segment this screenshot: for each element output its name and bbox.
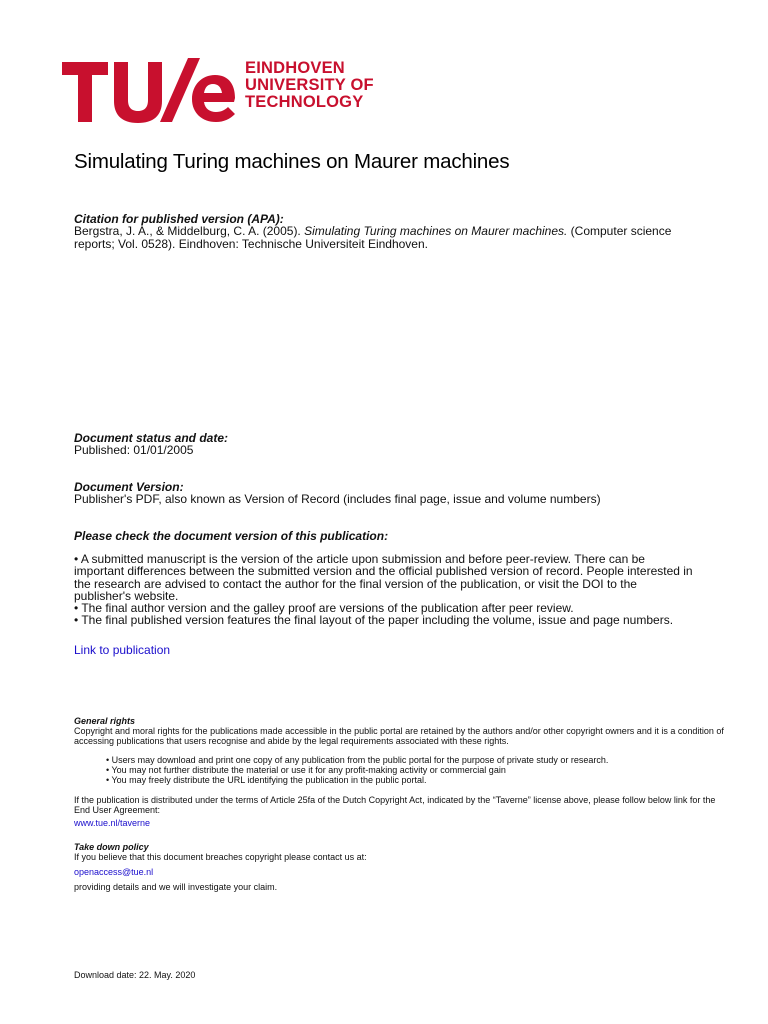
link-to-publication[interactable]: Link to publication bbox=[74, 643, 171, 657]
logo-line-1: EINDHOVEN bbox=[245, 59, 345, 77]
general-rights-text: Copyright and moral rights for the publications made accessible in the public portal are retained by the authors and/or other copyright owners and it is a condition of accessing publications that users recognise and abide by the legal requirements associated with these rights. bbox=[74, 726, 724, 746]
general-rights-section bbox=[74, 716, 724, 746]
taverne-link[interactable]: www.tue.nl/taverne bbox=[74, 818, 151, 828]
citation-authors: Bergstra, J. A., & Middelburg, C. A. (2005). bbox=[74, 224, 305, 239]
rights-item: • You may not further distribute the material or use it for any profit-making activity or commercial gain bbox=[106, 765, 506, 775]
tue-logo-wordmark bbox=[245, 60, 374, 111]
logo-line-3: TECHNOLOGY bbox=[245, 93, 364, 111]
check-label: Please check the document version of this publication: bbox=[74, 529, 389, 543]
status-label: Document status and date: bbox=[74, 431, 229, 445]
takedown-claim: providing details and we will investigate your claim. bbox=[74, 882, 278, 892]
rights-item: • Users may download and print one copy of any publication from the public portal for the purpose of private study or research. bbox=[106, 755, 609, 765]
rights-list bbox=[106, 755, 608, 785]
version-value: Publisher's PDF, also known as Version of Record (includes final page, issue and volume numbers) bbox=[74, 492, 601, 507]
download-date: Download date: 22. May. 2020 bbox=[74, 970, 196, 980]
check-version-bullets bbox=[74, 553, 694, 627]
bullet-submitted: • A submitted manuscript is the version of the article upon submission and before peer-review. There can be important differences between the submitted version and the official published version of record. People interested in the research are advised to contact the author for the final version of the publication, or visit the DOI to the publisher's website. bbox=[74, 552, 693, 603]
logo-line-2: UNIVERSITY OF bbox=[245, 76, 374, 94]
status-value: Published: 01/01/2005 bbox=[74, 443, 194, 458]
tue-logo-mark bbox=[62, 56, 237, 124]
citation-section bbox=[74, 213, 694, 250]
version-section bbox=[74, 481, 694, 506]
citation-text bbox=[74, 225, 694, 250]
bullet-published-version: • The final published version features the final layout of the paper including the volume, issue and page numbers. bbox=[74, 613, 674, 628]
takedown-label: Take down policy bbox=[74, 842, 149, 852]
citation-label: Citation for published version (APA): bbox=[74, 212, 284, 226]
takedown-section bbox=[74, 842, 724, 862]
rights-item: • You may freely distribute the URL identifying the publication in the public portal. bbox=[106, 775, 427, 785]
general-rights-label: General rights bbox=[74, 716, 136, 726]
bullet-author-version: • The final author version and the galley proof are versions of the publication after peer review. bbox=[74, 601, 574, 616]
check-version-heading bbox=[74, 530, 694, 542]
citation-work-title: Simulating Turing machines on Maurer machines. bbox=[304, 224, 568, 239]
contact-email-link[interactable]: openaccess@tue.nl bbox=[74, 867, 154, 877]
tue-logo bbox=[62, 56, 392, 126]
version-label: Document Version: bbox=[74, 480, 184, 494]
takedown-text: If you believe that this document breaches copyright please contact us at: bbox=[74, 852, 367, 862]
taverne-text: If the publication is distributed under the terms of Article 25fa of the Dutch Copyright Act, indicated by the “Taverne” license above, please follow below link for the End User Agreement: bbox=[74, 795, 716, 815]
document-title: Simulating Turing machines on Maurer machines bbox=[74, 150, 510, 173]
status-section bbox=[74, 432, 694, 457]
citation-rest: (Computer science reports; Vol. 0528). Eindhoven: Technische Universiteit Eindhoven. bbox=[74, 224, 672, 251]
